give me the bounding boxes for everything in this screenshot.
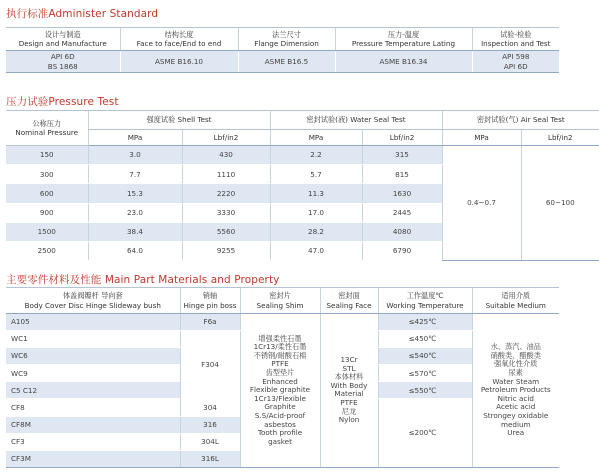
table-row: WC6 ≤540℃ (6, 348, 559, 365)
table-row: 900 23.0 3330 17.0 2445 (6, 203, 599, 222)
unit-mpa: MPa (88, 130, 182, 146)
pin-merged-cell: F304 (180, 331, 240, 399)
cell-pt-standard: ASME B16.34 (335, 51, 472, 73)
col-nominal-pressure: 公称压力 Nominal Pressure (6, 111, 88, 146)
col-suitable-medium: 适用介质 Suitable Medium (472, 288, 559, 314)
unit-lbf: Lbf/in2 (362, 130, 442, 146)
administer-standard-title: 执行标准Administer Standard (6, 8, 159, 20)
table-row: CF8 304 ≤200℃ (6, 399, 559, 416)
air-test-lbf: 60~100 (521, 146, 599, 261)
table-row: WC9 ≤570℃ (6, 365, 559, 382)
unit-lbf: Lbf/in2 (182, 130, 270, 146)
table-row: A105 F6a 增强柔性石墨 1Cr13/柔性石墨 不锈钢/耐酸石棉 PTFE 齿型垫片 Enhanced Flexible graphite 1Cr13/Flexible Graphite S.S/Acid-proof asbestos Tooth profile gasket 13Cr STL 本体材料 With Body Material PTFE 尼龙 Nylon ≤425℃ 水、蒸汽、油品 硝酸类、醋酸类 强氧化性介质 尿素 Water Steam Petroleum Products Nitric acid Acetic acid Strongey oxidable medium Urea (6, 314, 559, 331)
pressure-test-title: 压力试验Pressure Test (6, 96, 119, 108)
administer-standard-table (6, 27, 559, 73)
col-shell-test: 强度试验 Shell Test (88, 111, 270, 130)
col-pressure-temperature: 压力-温度 Pressure Temperature Lating (335, 28, 472, 51)
table-row: 300 7.7 1110 5.7 815 (6, 165, 599, 184)
table-row: 600 15.3 2220 11.3 1630 (6, 184, 599, 203)
table-row: CF3M 316L (6, 450, 559, 467)
col-face-to-face: 结构长度 Face to face/End to end (120, 28, 238, 51)
sealing-face-cell: 13Cr STL 本体材料 With Body Material PTFE 尼龙 Nylon (320, 314, 378, 468)
table-row: 1500 38.4 5560 28.2 4080 (6, 222, 599, 241)
pressure-test-table (6, 110, 599, 261)
air-test-mpa: 0.4~0.7 (442, 146, 521, 261)
sealing-shim-cell: 增强柔性石墨 1Cr13/柔性石墨 不锈钢/耐酸石棉 PTFE 齿型垫片 Enhanced Flexible graphite 1Cr13/Flexible Graphite S.S/Acid-proof asbestos Tooth profile gasket (240, 314, 320, 468)
table-row: CF3 304L (6, 433, 559, 450)
materials-table (6, 287, 559, 468)
unit-mpa: MPa (270, 130, 362, 146)
suitable-medium-cell: 水、蒸汽、油品 硝酸类、醋酸类 强氧化性介质 尿素 Water Steam Petroleum Products Nitric acid Acetic acid Strongey oxidable medium Urea (472, 314, 559, 468)
cell-flange-standard: ASME B16.5 (238, 51, 335, 73)
cell-test-standard: API 598 API 6D (472, 51, 559, 73)
table-row: 150 3.0 430 2.2 315 0.4~0.7 60~100 (6, 146, 599, 165)
unit-mpa: MPa (442, 130, 521, 146)
col-hinge-pin: 销轴 Hinge pin boss (180, 288, 240, 314)
table-row: C5 C12 ≤550℃ (6, 382, 559, 399)
col-design-manufacture: 设计与制造 Design and Manufacture (6, 28, 120, 51)
col-inspection-test: 试验-检验 Inspection and Test (472, 28, 559, 51)
col-air-seal-test: 密封试验(气) Air Seal Test (442, 111, 599, 130)
col-working-temperature: 工作温度℃ Working Temperature (378, 288, 472, 314)
table-row (6, 51, 559, 73)
col-sealing-face: 密封面 Sealing Face (320, 288, 378, 314)
main-part-materials-title: 主要零件材料及性能 Main Part Materials and Property (6, 274, 280, 286)
col-body-cover: 体盖阀瓣杆 导向套 Body Cover Disc Hinge Slideway bush (6, 288, 180, 314)
table-row: CF8M 316 (6, 416, 559, 433)
col-flange-dimension: 法兰尺寸 Flange Dimension (238, 28, 335, 51)
table-row: WC1 F304 ≤450℃ (6, 331, 559, 348)
col-water-seal-test: 密封试验(液) Water Seal Test (270, 111, 442, 130)
table-row: 2500 64.0 9255 47.0 6790 (6, 241, 599, 260)
unit-lbf: Lbf/in2 (521, 130, 599, 146)
temp-merged-cell: ≤200℃ (378, 399, 472, 467)
cell-design-standard: API 6D BS 1868 (6, 51, 120, 73)
cell-face-standard: ASME B16.10 (120, 51, 238, 73)
col-sealing-shim: 密封片 Sealing Shim (240, 288, 320, 314)
